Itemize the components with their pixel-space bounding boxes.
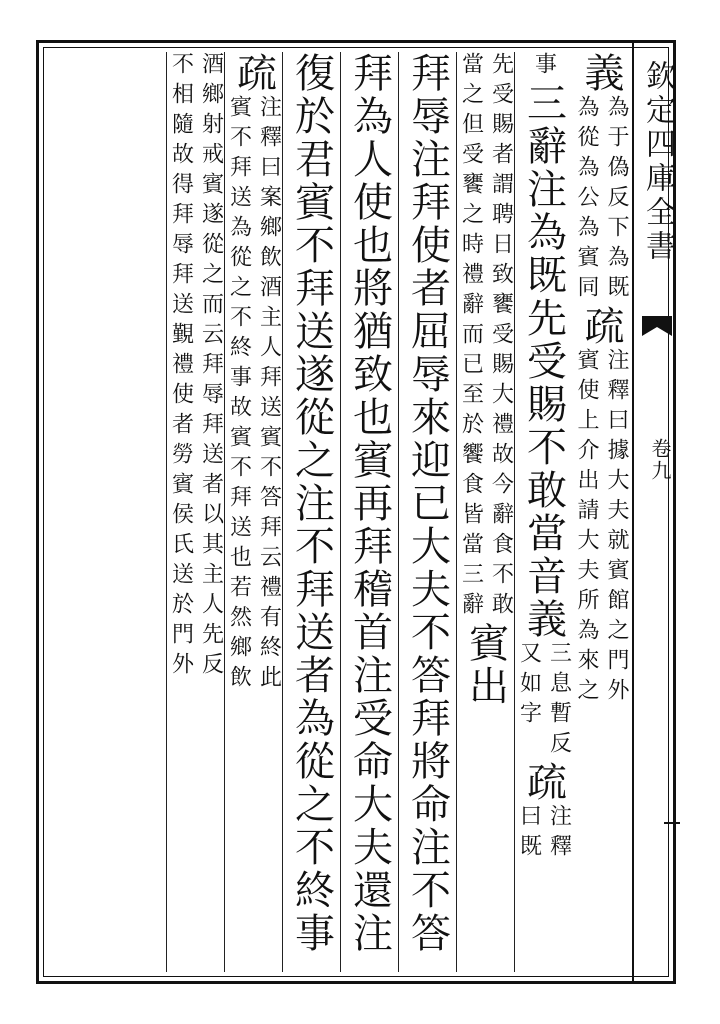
note-line: 注釋曰案鄉飲酒主人拜送賓不答拜云禮有終此 — [256, 95, 282, 695]
book-title: 欽定四庫全書 — [640, 60, 675, 264]
column-2-note-1 — [515, 52, 572, 82]
note-line: 不相隨故得拜辱拜送覲禮使者勞賓侯氏送於門外 — [168, 52, 194, 682]
folio-mark — [664, 822, 680, 824]
note-line: 三息暫反 — [546, 641, 572, 761]
column-7-segment-1: 疏 — [230, 52, 277, 95]
note-line: 曰既 — [516, 804, 542, 864]
note-line: 注釋 — [546, 804, 572, 864]
volume-label: 卷九 — [648, 438, 672, 482]
text-column-6 — [282, 52, 340, 972]
text-column-2 — [514, 52, 572, 972]
note-line: 事 — [531, 52, 557, 82]
column-1-segment-3: 疏 — [578, 305, 624, 348]
note-line: 先受賜者謂聘日致饔受賜大禮故今辭食不敢 — [488, 52, 514, 622]
text-column-5 — [340, 52, 398, 972]
column-7-note-1 — [225, 95, 282, 695]
note-line: 賓使上介出請大夫所為來之 — [574, 348, 599, 708]
column-6-segment-1: 復於君賓不拜送遂從之注不拜送者為從之不終事 — [288, 52, 335, 955]
column-5-segment-1: 拜為人使也將猶致也賓再拜稽首注受命大夫還注 — [346, 52, 393, 955]
column-2-note-3 — [515, 804, 572, 864]
column-8-note-1 — [167, 52, 224, 682]
text-body — [50, 52, 630, 972]
note-line: 注釋曰據大夫就賓館之門外 — [604, 348, 629, 708]
note-line: 當之但受饔之時禮辭而已至於饗食皆當三辭 — [458, 52, 484, 622]
column-1-note-2 — [572, 348, 630, 708]
column-3-note-1 — [457, 52, 514, 622]
note-line: 又如字 — [516, 641, 542, 731]
note-line: 為從為公為賓同 — [574, 95, 599, 305]
column-1-note-1 — [572, 95, 630, 305]
column-1-segment-1: 義 — [578, 52, 624, 95]
text-column-7 — [224, 52, 282, 972]
text-column-1 — [572, 52, 630, 972]
note-line: 賓不拜送為從之不終事故賓不拜送也若然鄉飲 — [226, 95, 252, 695]
column-2-note-2 — [515, 641, 572, 761]
column-2-segment-2: 三辭注為既先受賜不敢當音義 — [520, 82, 567, 641]
note-line: 酒鄉射戒賓遂從之而云拜辱拜送者以其主人先反 — [198, 52, 224, 682]
column-3-segment-2: 賓出 — [462, 622, 509, 708]
note-line: 為于偽反下為既 — [604, 95, 629, 305]
column-4-segment-1: 拜辱注拜使者屈辱來迎已大夫不答拜將命注不答 — [404, 52, 451, 955]
text-column-4 — [398, 52, 456, 972]
column-2-segment-4: 疏 — [520, 761, 567, 804]
text-column-3 — [456, 52, 514, 972]
text-column-8 — [166, 52, 224, 972]
